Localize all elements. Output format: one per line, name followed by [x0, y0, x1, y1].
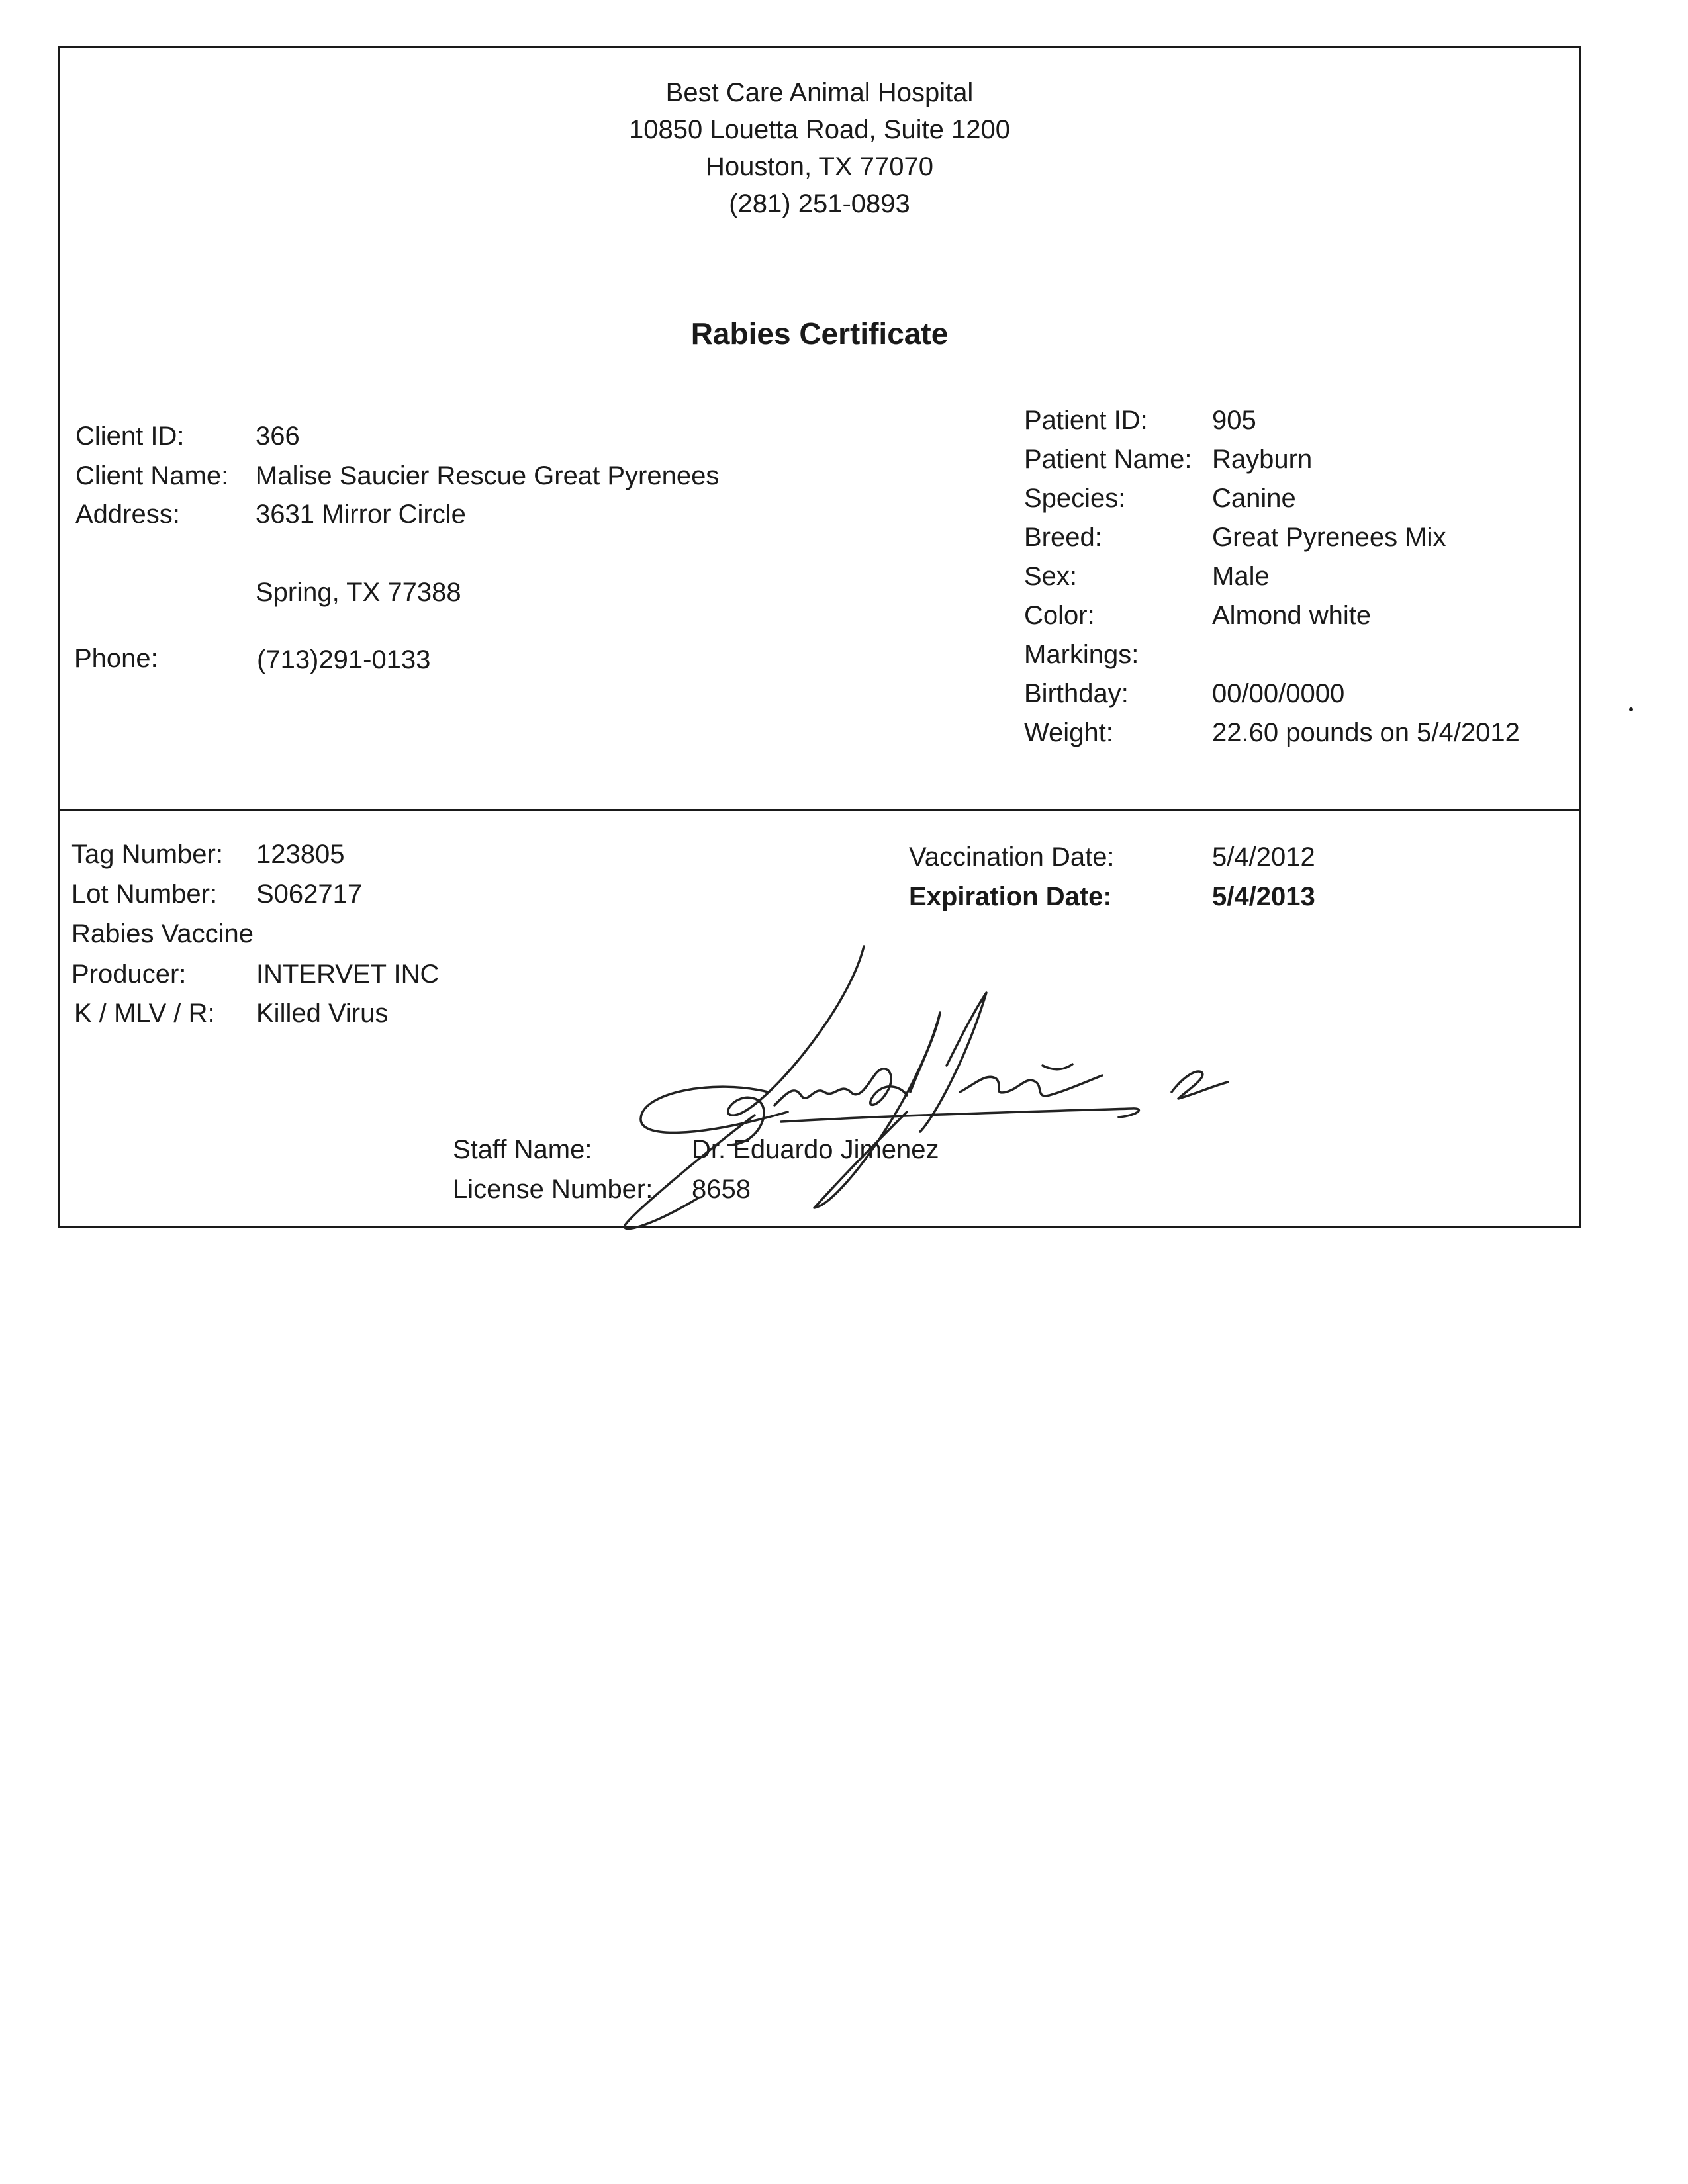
- species-value: Canine: [1212, 484, 1296, 513]
- birthday-label: Birthday:: [1024, 679, 1129, 708]
- patient-name-label: Patient Name:: [1024, 445, 1192, 474]
- tag-number-label: Tag Number:: [71, 840, 223, 869]
- staff-name-value: Dr. Eduardo Jimenez: [692, 1135, 939, 1164]
- patient-name-value: Rayburn: [1212, 445, 1313, 474]
- lot-number-label: Lot Number:: [71, 880, 218, 909]
- rabies-vaccine-label: Rabies Vaccine: [71, 919, 254, 948]
- certificate-title: Rabies Certificate: [690, 316, 949, 351]
- species-label: Species:: [1024, 484, 1126, 513]
- signature-icon: [563, 893, 1324, 1238]
- sex-value: Male: [1212, 562, 1270, 591]
- expiration-date-value: 5/4/2013: [1212, 882, 1315, 911]
- breed-label: Breed:: [1024, 523, 1102, 552]
- producer-value: INTERVET INC: [256, 960, 440, 989]
- hospital-name: Best Care Animal Hospital: [665, 78, 974, 107]
- phone-value: (713)291-0133: [257, 645, 431, 674]
- kmlvr-value: Killed Virus: [256, 999, 389, 1028]
- weight-value: 22.60 pounds on 5/4/2012: [1212, 718, 1520, 747]
- patient-id-value: 905: [1212, 406, 1256, 435]
- producer-label: Producer:: [71, 960, 187, 989]
- staff-name-label: Staff Name:: [453, 1135, 592, 1164]
- scan-speck: [1629, 707, 1633, 711]
- hospital-street: 10850 Louetta Road, Suite 1200: [628, 115, 1011, 144]
- color-label: Color:: [1024, 601, 1095, 630]
- weight-label: Weight:: [1024, 718, 1113, 747]
- address-label: Address:: [75, 500, 180, 529]
- birthday-value: 00/00/0000: [1212, 679, 1345, 708]
- address-line1: 3631 Mirror Circle: [256, 500, 466, 529]
- client-id-label: Client ID:: [75, 422, 185, 451]
- hospital-city-state-zip: Houston, TX 77070: [706, 152, 933, 181]
- breed-value: Great Pyrenees Mix: [1212, 523, 1446, 552]
- vaccination-date-label: Vaccination Date:: [909, 842, 1115, 872]
- lot-number-value: S062717: [256, 880, 363, 909]
- client-id-value: 366: [256, 422, 300, 451]
- client-name-label: Client Name:: [75, 461, 229, 490]
- license-number-value: 8658: [692, 1175, 751, 1204]
- hospital-header: [60, 74, 1579, 222]
- section-divider: [60, 809, 1579, 811]
- expiration-date-label: Expiration Date:: [909, 882, 1112, 911]
- phone-label: Phone:: [74, 644, 158, 673]
- tag-number-value: 123805: [256, 840, 345, 869]
- color-value: Almond white: [1212, 601, 1372, 630]
- client-name-value: Malise Saucier Rescue Great Pyrenees: [256, 461, 720, 490]
- hospital-phone: (281) 251-0893: [729, 189, 910, 218]
- kmlvr-label: K / MLV / R:: [74, 999, 215, 1028]
- license-number-label: License Number:: [453, 1175, 653, 1204]
- markings-label: Markings:: [1024, 640, 1139, 669]
- sex-label: Sex:: [1024, 562, 1078, 591]
- vaccination-date-value: 5/4/2012: [1212, 842, 1315, 872]
- address-line2: Spring, TX 77388: [256, 578, 461, 607]
- patient-id-label: Patient ID:: [1024, 406, 1148, 435]
